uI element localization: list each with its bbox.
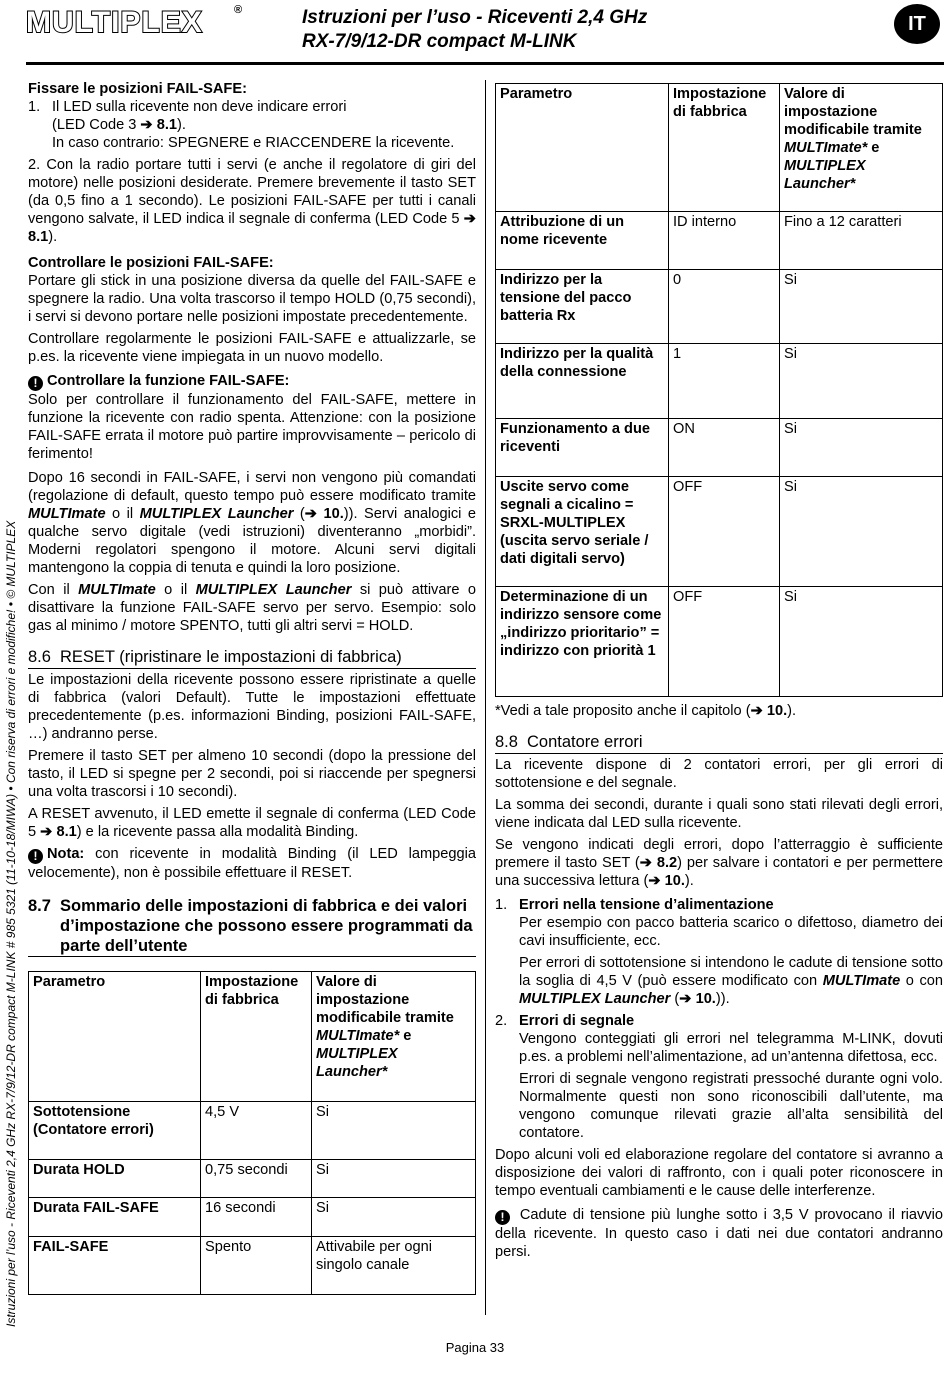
- fix-step-1-number: 1.: [28, 99, 41, 115]
- factory-settings-table: [28, 971, 476, 1295]
- text-run: e: [399, 1028, 412, 1044]
- note-label: Nota:: [47, 846, 85, 862]
- right-column: [495, 80, 943, 1265]
- text-run: Con il: [28, 582, 79, 598]
- document-title: [302, 6, 647, 54]
- section-title: Contatore errori: [527, 733, 643, 751]
- header-parametro: Parametro: [29, 972, 201, 1102]
- table-row: [496, 344, 943, 419]
- table-row: [496, 477, 943, 587]
- error-type-1-title: Errori nella tensione d’alimentazione: [519, 897, 774, 913]
- text-run: e: [867, 140, 880, 156]
- cell-param: Indirizzo per la tensione del pacco batteria Rx: [496, 270, 669, 344]
- error-type-2-title: Errori di segnale: [519, 1013, 635, 1029]
- fix-failsafe-heading: Fissare le posizioni FAIL-SAFE:: [28, 81, 247, 97]
- cell-value: Si: [780, 344, 943, 419]
- text-run: )). Servi analogici e qualche servo digitale (vedi istruzioni) diventeranno „morbidi”. Moderni regolatori spengono il motore. Alcuni servi digitali mantengono la coppia di tenuta e quindi la loro posizione.: [28, 506, 476, 576]
- launcher-name: MULTIPLEX Launcher*: [784, 158, 866, 192]
- cell-param: Uscite servo come segnali a cicalino = SRXL-MULTIPLEX (uscita servo seriale / dati digitali servo): [496, 477, 669, 587]
- cell-param: Sottotensione (Contatore errori): [29, 1102, 201, 1160]
- error-type-2-paragraph-1: Vengono conteggiati gli errori nel telegramma M-LINK, dovuti p.es. a problemi nell’alimentazione, ad un’antenna difettosa, ecc.: [519, 1031, 943, 1065]
- arrow-icon: ➔: [639, 855, 653, 871]
- launcher-name: MULTIPLEX Launcher: [195, 582, 352, 598]
- cell-factory: 16 secondi: [201, 1198, 312, 1237]
- error-type-1-paragraph-1: Per esempio con pacco batteria scarico o difettoso, diametro dei cavi insufficiente, ecc.: [519, 915, 943, 949]
- text-run: A RESET avvenuto, il LED emette il segnale di conferma (LED Code 5: [28, 806, 476, 840]
- cell-factory: OFF: [669, 477, 780, 587]
- ref-8-1: 8.1: [56, 824, 77, 840]
- fix-step-2: [28, 156, 476, 246]
- error-type-1: [495, 896, 943, 1008]
- cell-value: Attivabile per ogni singolo canale: [312, 1237, 476, 1295]
- fix-step-1-line-3: In caso contrario: SPEGNERE e RIACCENDERE la ricevente.: [52, 135, 455, 151]
- section-title: RESET (ripristinare le impostazioni di fabbrica): [60, 648, 402, 666]
- arrow-icon: ➔: [463, 211, 476, 227]
- cell-value: Si: [312, 1102, 476, 1160]
- text-run: ) per salvare i contatori e per permettere una successiva lettura (: [495, 855, 944, 889]
- multimate-name: MULTImate: [28, 506, 106, 522]
- error-type-2-number: 2.: [495, 1013, 508, 1029]
- error-type-1-number: 1.: [495, 897, 508, 913]
- header-parametro: Parametro: [496, 84, 669, 212]
- text-run: o con: [900, 973, 943, 989]
- cell-value: Si: [780, 587, 943, 697]
- header-impostazione: Impostazione di fabbrica: [669, 84, 780, 212]
- factory-settings-table-continued: [495, 83, 943, 697]
- text-run: Per errori di sottotensione si intendono le cadute di tensione sotto la soglia di 4,5 V (può essere modificato con: [519, 955, 943, 989]
- cell-param: Determinazione di un indirizzo sensore come „indirizzo prioritario” = indirizzo con priorità 1: [496, 587, 669, 697]
- cell-factory: ON: [669, 419, 780, 477]
- section-number: 8.6: [28, 648, 51, 666]
- text-run: o il: [155, 582, 196, 598]
- cell-factory: 0,75 secondi: [201, 1160, 312, 1198]
- text-run: )).: [715, 991, 730, 1007]
- func-failsafe-heading: [28, 372, 476, 391]
- cell-factory: 0: [669, 270, 780, 344]
- launcher-name: MULTIPLEX Launcher: [139, 506, 294, 522]
- cell-factory: 1: [669, 344, 780, 419]
- errors-warning-text: Cadute di tensione più lunghe sotto i 3,5 V provocano il riavvio della ricevente. In questo caso i dati nei due contatori andranno persi.: [495, 1207, 943, 1260]
- header-valore-text: Valore di impostazione modificabile tramite: [316, 974, 454, 1026]
- launcher-name: MULTIPLEX Launcher*: [316, 1046, 398, 1080]
- cell-param: Funzionamento a due riceventi: [496, 419, 669, 477]
- ref-8-2: 8.2: [656, 855, 678, 871]
- errors-paragraph-4: Dopo alcuni voli ed elaborazione regolare del contatore si avranno a disposizione dei valori di raffronto, con i quali poter riconoscere in tempo eventuali cambiamenti e le cause delle interferenze.: [495, 1147, 943, 1199]
- text-run: ) e la ricevente passa alla modalità Binding.: [76, 824, 359, 840]
- text-run: si può attivare o disattivare la funzione FAIL-SAFE servo per servo. Esempio: solo gas al minimo / motore SPENTO, tutti gli altri servi = HOLD.: [28, 582, 477, 634]
- func-paragraph: Solo per controllare il funzionamento del FAIL-SAFE, mettere in funzione la ricevente con radio spenta. Attenzione: con la posizione FAIL-SAFE errata il motore può partire improvvisamente – pericolo di ferimento!: [28, 392, 476, 462]
- text-run: o il: [105, 506, 140, 522]
- info-icon: !: [495, 1210, 510, 1225]
- cell-value: Si: [312, 1198, 476, 1237]
- table-row: [496, 419, 943, 477]
- cell-factory: ID interno: [669, 212, 780, 270]
- fix-step-1-end: ).: [177, 117, 186, 133]
- cell-param: Indirizzo per la qualità della connessione: [496, 344, 669, 419]
- cell-param: Durata HOLD: [29, 1160, 201, 1198]
- ref-10: 10.: [323, 506, 344, 522]
- section-8-6-heading: [28, 647, 476, 669]
- cell-value: Si: [780, 477, 943, 587]
- logo-text: MULTIPLEX: [26, 6, 203, 39]
- check-failsafe-heading: Controllare le posizioni FAIL-SAFE:: [28, 255, 274, 271]
- check-paragraph-2: Controllare regolarmente le posizioni FAIL-SAFE e attualizzarle, se p.es. la ricevente viene impiegata in un nuovo modello.: [28, 331, 476, 365]
- table-row: [496, 270, 943, 344]
- cell-value: Si: [780, 419, 943, 477]
- text-run: (: [670, 991, 680, 1007]
- error-type-1-paragraph-2: [519, 954, 943, 1008]
- multimate-name: MULTImate: [822, 973, 901, 989]
- table-row: [29, 1160, 476, 1198]
- page-number: Pagina 33: [445, 1340, 505, 1355]
- side-note: Istruzioni per l’uso - Riceventi 2,4 GHz RX-7/9/12-DR compact M-LINK # 985 5321 (11-10-18/MIWA) • Con riserva di errori e modifiche! • © MULTIPLEX: [4, 520, 18, 1327]
- errors-paragraph-3: [495, 836, 943, 890]
- cell-factory: Spento: [201, 1237, 312, 1295]
- check-paragraph-1: Portare gli stick in una posizione diversa da quelle del FAIL-SAFE e spegnere la radio. Una volta trascorso il tempo HOLD (0,75 secondi), i servi si devono portare nelle posizioni impostate precedentemente.: [28, 273, 476, 325]
- table-header-row: [496, 84, 943, 212]
- left-column: [28, 80, 476, 1295]
- section-number: 8.8: [495, 733, 518, 751]
- fix-step-2-number: 2.: [28, 157, 41, 173]
- table-row: [496, 587, 943, 697]
- arrow-icon: ➔: [140, 117, 153, 133]
- page-header: [0, 0, 950, 62]
- fix-step-2-end: ).: [48, 229, 58, 245]
- section-title: Sommario delle impostazioni di fabbrica e dei valori d’impostazione che possono essere programmati da parte dell’utente: [60, 897, 473, 955]
- text-run: Dopo 16 secondi in FAIL-SAFE, i servi non vengono più comandati (regolazione di default, questo tempo può essere modificato tramite: [28, 470, 476, 504]
- errors-paragraph-2: La somma dei secondi, durante i quali sono stati rilevati degli errori, viene indicata dal LED sulla ricevente.: [495, 797, 943, 831]
- multimate-toggle-paragraph: [28, 581, 476, 635]
- ref-8-1: 8.1: [156, 117, 178, 133]
- multimate-name: MULTImate*: [784, 140, 868, 156]
- ref-10: 10.: [664, 873, 685, 889]
- header-valore: [780, 84, 943, 212]
- arrow-icon: ➔: [648, 873, 661, 889]
- error-type-2: [495, 1012, 943, 1142]
- table-header-row: [29, 972, 476, 1102]
- reset-paragraph-1: Le impostazioni della ricevente possono essere ripristinate a quelle di fabbrica (valori Default). Tutte le impostazioni effettuate precedentemente (p.es. informazioni Binding, posizioni FAIL-SAFE, …) andranno perse.: [28, 672, 476, 742]
- text-run: ).: [684, 873, 694, 889]
- table-row: [29, 1102, 476, 1160]
- ref-10: 10.: [766, 703, 788, 719]
- table-row: [29, 1237, 476, 1295]
- header-divider: [26, 62, 944, 65]
- section-8-8-heading: [495, 732, 943, 754]
- title-line-2: RX-7/9/12-DR compact M-LINK: [302, 31, 577, 52]
- launcher-name: MULTIPLEX Launcher: [519, 991, 671, 1007]
- after-16-seconds-paragraph: [28, 469, 476, 577]
- text-run: Se vengono indicati degli errori, dopo l’atterraggio è sufficiente premere il tasto SET (: [495, 837, 943, 871]
- errors-warning: [495, 1206, 943, 1261]
- info-icon: !: [28, 376, 43, 391]
- table-row: [496, 212, 943, 270]
- arrow-icon: ➔: [304, 506, 318, 522]
- cell-value: Fino a 12 caratteri: [780, 212, 943, 270]
- table-row: [29, 1198, 476, 1237]
- cell-param: Durata FAIL-SAFE: [29, 1198, 201, 1237]
- title-line-1: Istruzioni per l’uso - Riceventi 2,4 GHz: [302, 7, 648, 28]
- fix-step-1: [28, 98, 476, 152]
- fix-step-2-text: Con la radio portare tutti i servi (e anche il regolatore di giri del motore) nelle posizioni desiderate. Premere brevemente il tasto SET (da 0,5 fino a 1 secondo). Le posizioni FAIL-SAFE per tutti i canali vengono salvate, il LED indica il segnale di conferma (LED Code 5: [28, 157, 476, 227]
- header-valore: [312, 972, 476, 1102]
- cell-param: Attribuzione di un nome ricevente: [496, 212, 669, 270]
- registered-mark: ®: [234, 4, 244, 16]
- text-run: ).: [787, 703, 797, 719]
- column-divider: [485, 80, 486, 1315]
- arrow-icon: ➔: [750, 703, 763, 719]
- func-failsafe-heading-text: Controllare la funzione FAIL-SAFE:: [47, 373, 290, 389]
- multiplex-logo: [26, 4, 244, 40]
- multimate-name: MULTImate*: [316, 1028, 400, 1044]
- note-text: con ricevente in modalità Binding (il LED lampeggia velocemente), non è possibile effettuare il RESET.: [28, 846, 476, 881]
- arrow-icon: ➔: [40, 824, 53, 840]
- reset-note: [28, 845, 476, 882]
- ref-8-1: 8.1: [28, 229, 49, 245]
- table-footnote: [495, 702, 943, 720]
- cell-param: FAIL-SAFE: [29, 1237, 201, 1295]
- reset-paragraph-2: Premere il tasto SET per almeno 10 secondi (dopo la pressione del tasto, il LED si spegne per 2 secondi, poi si riaccende per spegnersi una volta trascorsi i 10 secondi).: [28, 748, 476, 800]
- multimate-name: MULTImate: [78, 582, 156, 598]
- error-type-2-paragraph-2: Errori di segnale vengono registrati pressoché durante ogni volo. Normalmente questi non sono riconoscibili dall’utente, ma vengono comunque rilevati grazie all’alta sensibilità del contatore.: [519, 1071, 943, 1141]
- text-run: *Vedi a tale proposito anche il capitolo (: [495, 703, 751, 719]
- reset-paragraph-3: [28, 805, 476, 841]
- cell-factory: OFF: [669, 587, 780, 697]
- fix-step-1-led: (LED Code 3: [52, 117, 141, 133]
- ref-10: 10.: [695, 991, 716, 1007]
- fix-step-1-text: Il LED sulla ricevente non deve indicare errori: [52, 99, 347, 115]
- text-run: (: [293, 506, 305, 522]
- section-number: 8.7: [28, 897, 51, 915]
- header-valore-text: Valore di impostazione modificabile tramite: [784, 86, 922, 138]
- cell-value: Si: [312, 1160, 476, 1198]
- errors-paragraph-1: La ricevente dispone di 2 contatori errori, per gli errori di sottotensione e del segnale.: [495, 757, 943, 791]
- cell-factory: 4,5 V: [201, 1102, 312, 1160]
- language-badge: IT: [894, 4, 940, 44]
- section-8-7-heading: [28, 896, 476, 957]
- header-impostazione: Impostazione di fabbrica: [201, 972, 312, 1102]
- cell-value: Si: [780, 270, 943, 344]
- arrow-icon: ➔: [679, 991, 692, 1007]
- info-icon: !: [28, 849, 43, 864]
